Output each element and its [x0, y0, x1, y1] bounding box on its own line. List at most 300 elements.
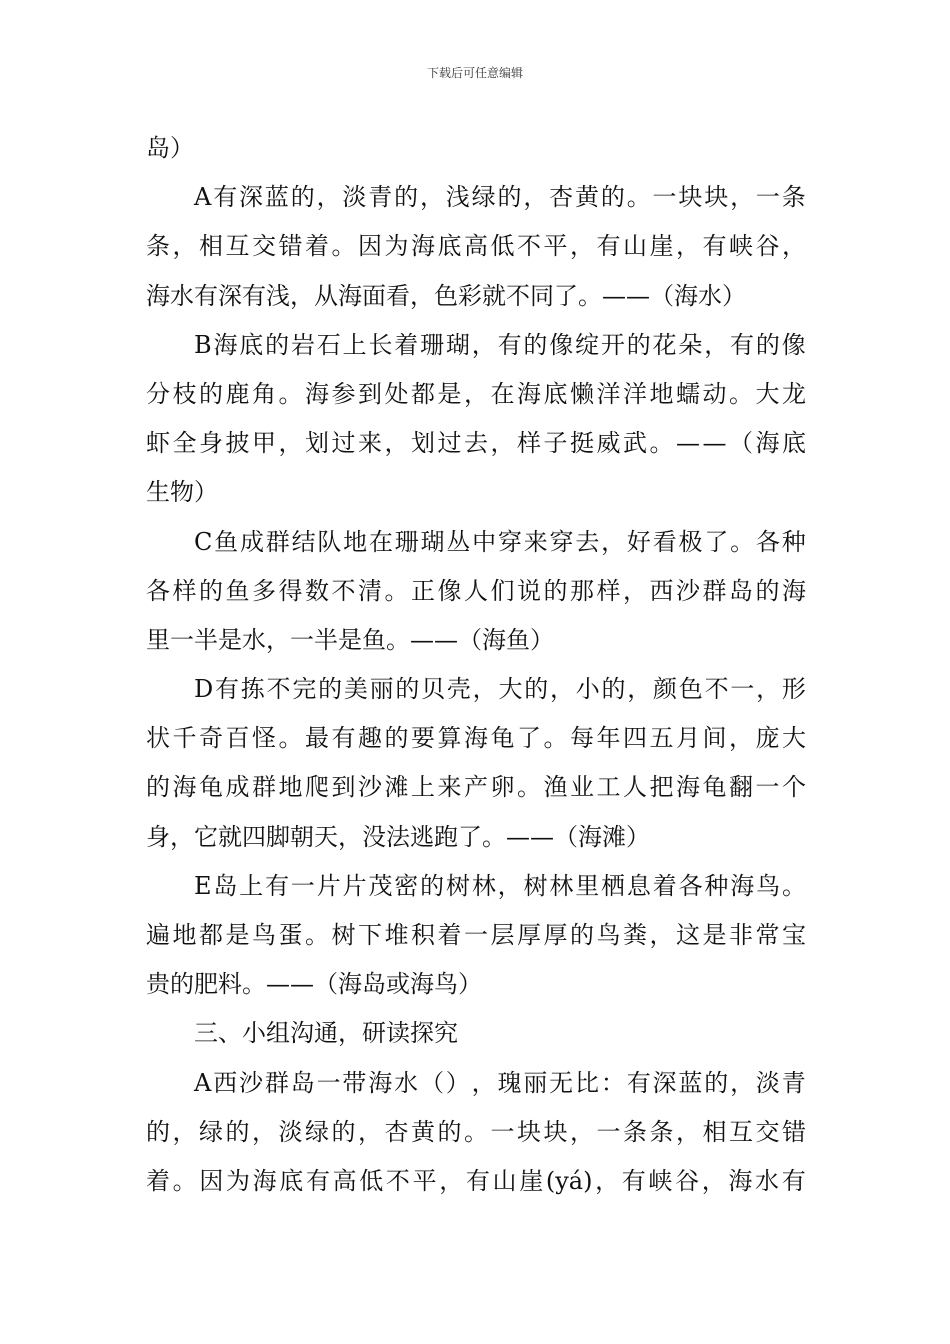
- text-char: 水: [170, 281, 194, 310]
- text-char: 。: [781, 871, 806, 900]
- text-char: 栖: [601, 871, 626, 900]
- text-char: 小: [242, 1019, 266, 1048]
- text-char: 西: [649, 576, 674, 605]
- text-char: 群: [265, 527, 290, 556]
- text-char: 条: [649, 1117, 674, 1146]
- text-char: 因: [199, 1166, 224, 1195]
- text-line: [146, 616, 806, 665]
- text-char: 的: [395, 675, 420, 704]
- text-char: 里: [575, 871, 600, 900]
- text-char: 四: [623, 724, 647, 753]
- text-char: 杏: [549, 183, 574, 212]
- text-char: 四: [242, 822, 266, 851]
- text-char: 低: [490, 232, 515, 261]
- text-char: 状: [146, 724, 170, 753]
- text-char: 脚: [266, 822, 290, 851]
- text-char: （: [419, 1068, 444, 1097]
- text-char: 大: [755, 379, 780, 408]
- text-char: 各: [755, 527, 780, 556]
- text-char: 枝: [172, 379, 197, 408]
- text-char: 五: [649, 724, 674, 753]
- text-char: 有: [497, 330, 522, 359]
- text-char: ，: [601, 527, 626, 556]
- text-char: 交: [755, 1117, 780, 1146]
- text-char: 没: [362, 822, 386, 851]
- text-char: 岛: [213, 871, 238, 900]
- text-char: 来: [358, 429, 382, 458]
- text-char: 海: [517, 379, 541, 408]
- text-char: 有: [265, 871, 290, 900]
- text-char: 海: [338, 281, 362, 310]
- text-char: 队: [317, 527, 342, 556]
- text-char: 水: [242, 625, 266, 654]
- text-char: ，: [172, 1117, 197, 1146]
- text-char: —: [602, 281, 626, 310]
- text-char: 样: [172, 576, 197, 605]
- text-char: 鱼: [362, 625, 386, 654]
- text-char: 岛: [290, 1068, 315, 1097]
- text-char: 沟: [290, 1019, 314, 1048]
- text-char: 群: [264, 1068, 289, 1097]
- text-char: 有: [621, 1166, 646, 1195]
- text-char: 树: [523, 871, 548, 900]
- text-char: （: [314, 970, 338, 999]
- text-char: 上: [239, 871, 264, 900]
- text-line: [146, 419, 806, 468]
- text-char: 珊: [394, 527, 419, 556]
- text-char: （: [729, 429, 753, 458]
- text-char: 身: [146, 822, 170, 851]
- text-char: 穿: [549, 527, 574, 556]
- text-char: 了: [704, 527, 729, 556]
- text-char: ，: [290, 281, 314, 310]
- text-char: 蛋: [278, 921, 303, 949]
- text-char: 交: [252, 232, 276, 261]
- text-char: 逃: [410, 822, 434, 851]
- text-char: 懒: [570, 379, 594, 408]
- text-char: 条: [623, 1117, 647, 1146]
- text-char: 参: [331, 379, 356, 408]
- text-char: ，: [523, 183, 548, 212]
- text-char: ，: [172, 232, 197, 261]
- text-char: 一: [170, 625, 194, 654]
- text-char: 把: [649, 773, 674, 802]
- text-char: 蓝: [678, 1068, 703, 1097]
- text-char: 去: [464, 429, 488, 458]
- text-char: 海: [338, 970, 362, 999]
- text-char: 。: [278, 379, 303, 408]
- text-char: 滩: [384, 773, 409, 802]
- text-char: 的: [394, 183, 419, 212]
- text-char: 的: [523, 330, 548, 359]
- text-char: 有: [213, 183, 238, 212]
- text-char: 的: [570, 921, 594, 949]
- text-char: ）: [445, 1068, 470, 1097]
- text-char: 因: [358, 232, 382, 261]
- text-char: ）: [722, 281, 746, 310]
- text-char: 海: [410, 970, 434, 999]
- text-char: 的: [755, 330, 780, 359]
- text-char: 青: [368, 183, 393, 212]
- text-char: 不: [506, 281, 530, 310]
- text-char: 壳: [446, 675, 471, 704]
- text-char: 着: [146, 1166, 170, 1195]
- text-char: 了: [517, 724, 541, 753]
- text-char: 地: [172, 921, 197, 949]
- text-line: [146, 911, 806, 960]
- text-char: 绿: [199, 1117, 223, 1146]
- text-char: 着: [394, 330, 419, 359]
- text-line: [146, 370, 806, 419]
- text-char: ：: [600, 1068, 625, 1097]
- text-char: 片: [316, 871, 341, 900]
- text-char: ，: [595, 1166, 620, 1195]
- text-char: 浅: [445, 183, 470, 212]
- text-char: ，: [384, 429, 409, 458]
- text-char: 像: [781, 330, 806, 359]
- text-char: 鹿: [225, 379, 250, 408]
- text-char: 身: [199, 429, 223, 458]
- text-char: ）: [458, 970, 482, 999]
- text-char: 海: [305, 379, 329, 408]
- text-char: 岩: [290, 330, 315, 359]
- text-char: 是: [437, 379, 462, 408]
- text-char: ，: [252, 1117, 276, 1146]
- text-char: 翻: [729, 773, 753, 802]
- text-char: 有: [194, 281, 218, 310]
- text-char: ，: [676, 232, 700, 261]
- text-char: ，: [471, 1068, 496, 1097]
- text-char: 在: [490, 379, 515, 408]
- text-char: 为: [384, 232, 409, 261]
- text-char: ，: [730, 183, 755, 212]
- text-char: 好: [626, 527, 651, 556]
- text-char: 崖: [519, 1166, 544, 1195]
- text-char: 甲: [252, 429, 276, 458]
- text-char: 像: [437, 576, 462, 605]
- text-char: 鱼: [506, 625, 530, 654]
- text-char: 披: [225, 429, 250, 458]
- text-char: 谷: [755, 232, 780, 261]
- text-char: 海: [676, 773, 700, 802]
- text-char: —: [506, 822, 530, 851]
- document-body: [146, 124, 806, 1206]
- text-char: 要: [411, 724, 435, 753]
- text-char: 趣: [358, 724, 382, 753]
- text-char: 海: [755, 429, 780, 458]
- text-char: 色: [434, 281, 458, 310]
- text-char: 的: [626, 330, 651, 359]
- text-char: 鸟: [434, 970, 458, 999]
- text-char: 半: [194, 625, 218, 654]
- text-char: 地: [278, 773, 303, 802]
- text-char: 水: [698, 281, 722, 310]
- text-char: 密: [394, 871, 419, 900]
- text-char: 蓝: [264, 183, 289, 212]
- text-char: 青: [781, 1068, 806, 1097]
- text-char: 处: [384, 379, 409, 408]
- text-char: 卵: [490, 773, 515, 802]
- text-char: 工: [596, 773, 621, 802]
- text-char: 正: [411, 576, 435, 605]
- text-char: 常: [755, 921, 780, 949]
- text-line: [146, 567, 806, 616]
- text-char: 龟: [702, 773, 727, 802]
- text-char: 贝: [421, 675, 446, 704]
- text-char: 长: [368, 330, 393, 359]
- text-char: 。: [729, 379, 753, 408]
- text-char: 峡: [729, 232, 753, 261]
- text-char: 贵: [146, 970, 170, 999]
- text-char: E: [194, 871, 212, 900]
- text-char: ）: [626, 822, 650, 851]
- text-char: 挺: [570, 429, 594, 458]
- text-char: 奇: [199, 724, 223, 753]
- text-char: 在: [368, 527, 393, 556]
- text-char: 瑚: [420, 527, 445, 556]
- text-char: 沙: [676, 576, 700, 605]
- text-char: 的: [420, 871, 445, 900]
- text-char: ，: [266, 625, 290, 654]
- text-char: 丽: [369, 675, 394, 704]
- text-char: 形: [781, 675, 806, 704]
- text-char: ，: [410, 281, 434, 310]
- text-char: 的: [497, 183, 522, 212]
- text-char: 来: [523, 527, 548, 556]
- text-char: 深: [239, 183, 264, 212]
- text-char: 动: [702, 379, 727, 408]
- text-char: 岛: [729, 576, 753, 605]
- text-char: 条: [781, 183, 806, 212]
- text-char: 是: [338, 625, 362, 654]
- text-char: 积: [411, 921, 435, 949]
- text-char: 渔: [543, 773, 568, 802]
- text-char: 。: [543, 724, 568, 753]
- text-char: 龟: [199, 773, 223, 802]
- text-char: （: [650, 281, 674, 310]
- text-line: [146, 813, 806, 862]
- text-char: 这: [676, 921, 700, 949]
- text-char: 互: [225, 232, 250, 261]
- text-char: 千: [172, 724, 197, 753]
- text-char: 群: [252, 773, 276, 802]
- text-char: —: [266, 970, 290, 999]
- text-line: [146, 665, 806, 714]
- text-char: 西: [213, 1068, 238, 1097]
- text-char: 结: [291, 527, 316, 556]
- text-char: 过: [331, 429, 356, 458]
- text-char: 着: [437, 921, 462, 949]
- text-char: 了: [554, 281, 578, 310]
- text-char: 。: [305, 921, 329, 949]
- page-header: 下载后可任意编辑: [426, 66, 523, 80]
- text-char: 淡: [755, 1068, 780, 1097]
- text-char: 。: [649, 429, 674, 458]
- text-char: ，: [549, 675, 574, 704]
- text-char: 朵: [678, 330, 703, 359]
- text-char: 的: [290, 183, 315, 212]
- text-char: 底: [239, 330, 264, 359]
- text-char: 着: [652, 871, 677, 900]
- text-char: 都: [411, 379, 435, 408]
- text-char: 珊: [420, 330, 445, 359]
- text-char: 海: [728, 1166, 753, 1195]
- text-char: 海: [146, 281, 170, 310]
- text-char: 树: [445, 871, 470, 900]
- text-char: 来: [437, 773, 462, 802]
- text-char: ，: [782, 232, 806, 261]
- text-char: 去: [575, 527, 600, 556]
- text-char: 里: [146, 625, 170, 654]
- text-char: —: [410, 625, 434, 654]
- text-char: 有: [730, 330, 755, 359]
- text-char: 穿: [497, 527, 522, 556]
- text-char: 是: [702, 921, 727, 949]
- text-char: ，: [472, 675, 497, 704]
- text-char: 成: [225, 773, 250, 802]
- text-char: 片: [342, 871, 367, 900]
- text-char: 的: [199, 576, 223, 605]
- text-char: 海: [411, 232, 435, 261]
- text-char: 年: [596, 724, 621, 753]
- text-char: 的: [600, 183, 625, 212]
- text-char: 个: [782, 773, 806, 802]
- text-char: 洋: [623, 379, 647, 408]
- text-char: 一: [652, 183, 677, 212]
- text-char: 块: [517, 1117, 541, 1146]
- text-char: 海: [172, 773, 197, 802]
- text-char: D: [194, 675, 214, 704]
- text-char: 间: [702, 724, 727, 753]
- text-char: A: [194, 183, 212, 212]
- text-char: 了: [458, 822, 482, 851]
- text-char: 通: [314, 1019, 338, 1048]
- text-char: ，: [490, 429, 515, 458]
- text-char: 相: [702, 1117, 727, 1146]
- text-char: 平: [543, 232, 568, 261]
- text-char: 小: [575, 675, 600, 704]
- text-char: 黄: [411, 1117, 435, 1146]
- text-char: 百: [225, 724, 250, 753]
- text-char: 。: [578, 281, 602, 310]
- text-char: 物: [170, 478, 194, 507]
- text-char: 拣: [240, 675, 265, 704]
- text-char: 的: [331, 1117, 356, 1146]
- text-char: 海: [482, 625, 506, 654]
- text-char: 互: [729, 1117, 753, 1146]
- text-char: 肥: [194, 970, 218, 999]
- text-char: 划: [411, 429, 435, 458]
- text-char: 厚: [543, 921, 568, 949]
- text-char: 淡: [278, 1117, 303, 1146]
- text-char: 到: [331, 773, 356, 802]
- text-char: 一: [290, 625, 314, 654]
- text-char: 法: [386, 822, 410, 851]
- text-line: [146, 862, 806, 911]
- text-char: 有: [242, 281, 266, 310]
- text-char: 粪: [623, 921, 647, 949]
- text-char: 不: [704, 675, 729, 704]
- text-char: 息: [626, 871, 651, 900]
- text-char: 一: [464, 921, 488, 949]
- text-char: 不: [385, 1166, 410, 1195]
- text-char: 鱼: [214, 527, 239, 556]
- text-char: ，: [471, 330, 496, 359]
- text-char: 业: [570, 773, 594, 802]
- text-char: 三: [194, 1019, 218, 1048]
- text-char: 绽: [575, 330, 600, 359]
- text-char: (yá): [545, 1166, 593, 1195]
- text-char: 海: [782, 576, 806, 605]
- text-char: 海: [674, 281, 698, 310]
- text-char: 谷: [675, 1166, 700, 1195]
- text-char: 那: [570, 576, 594, 605]
- text-char: 一: [316, 1068, 341, 1097]
- text-char: 全: [172, 429, 197, 458]
- text-char: 错: [278, 232, 303, 261]
- text-char: 的: [199, 379, 223, 408]
- text-char: ，: [729, 724, 753, 753]
- text-char: 有: [702, 232, 727, 261]
- text-char: ，: [627, 675, 652, 704]
- text-line: [146, 763, 806, 812]
- text-char: 龟: [490, 724, 515, 753]
- text-char: ，: [464, 379, 488, 408]
- text-char: 不: [266, 675, 291, 704]
- text-char: 种: [781, 527, 806, 556]
- text-char: 样: [517, 429, 541, 458]
- text-char: 最: [305, 724, 329, 753]
- text-char: 水: [755, 1166, 780, 1195]
- text-char: 一: [730, 675, 755, 704]
- text-char: 鱼: [225, 576, 250, 605]
- text-char: —: [530, 822, 554, 851]
- text-char: ，: [704, 330, 729, 359]
- text-char: —: [676, 429, 700, 458]
- text-char: 滩: [602, 822, 626, 851]
- text-char: 一: [596, 1117, 621, 1146]
- text-char: 子: [543, 429, 568, 458]
- text-char: 就: [482, 281, 506, 310]
- text-char: 每: [570, 724, 594, 753]
- text-char: 瑚: [445, 330, 470, 359]
- text-char: 分: [146, 379, 170, 408]
- text-line: [146, 173, 806, 222]
- text-char: 非: [729, 921, 753, 949]
- text-char: 。: [386, 625, 410, 654]
- text-char: 算: [437, 724, 462, 753]
- text-char: 山: [492, 1166, 517, 1195]
- text-char: ，: [338, 1019, 362, 1048]
- text-char: —: [626, 281, 650, 310]
- text-char: 各: [678, 871, 703, 900]
- text-char: 的: [170, 970, 194, 999]
- text-char: 块: [678, 183, 703, 212]
- text-char: 水: [394, 1068, 419, 1097]
- text-char: 半: [314, 625, 338, 654]
- text-char: 海: [252, 1166, 277, 1195]
- text-char: 堆: [384, 921, 409, 949]
- text-char: 。: [482, 822, 506, 851]
- text-char: 层: [490, 921, 515, 949]
- text-char: 着: [305, 232, 329, 261]
- text-char: 花: [652, 330, 677, 359]
- text-char: 是: [218, 625, 242, 654]
- text-char: 的: [265, 330, 290, 359]
- text-char: 角: [252, 379, 276, 408]
- text-char: 面: [362, 281, 386, 310]
- text-char: 料: [218, 970, 242, 999]
